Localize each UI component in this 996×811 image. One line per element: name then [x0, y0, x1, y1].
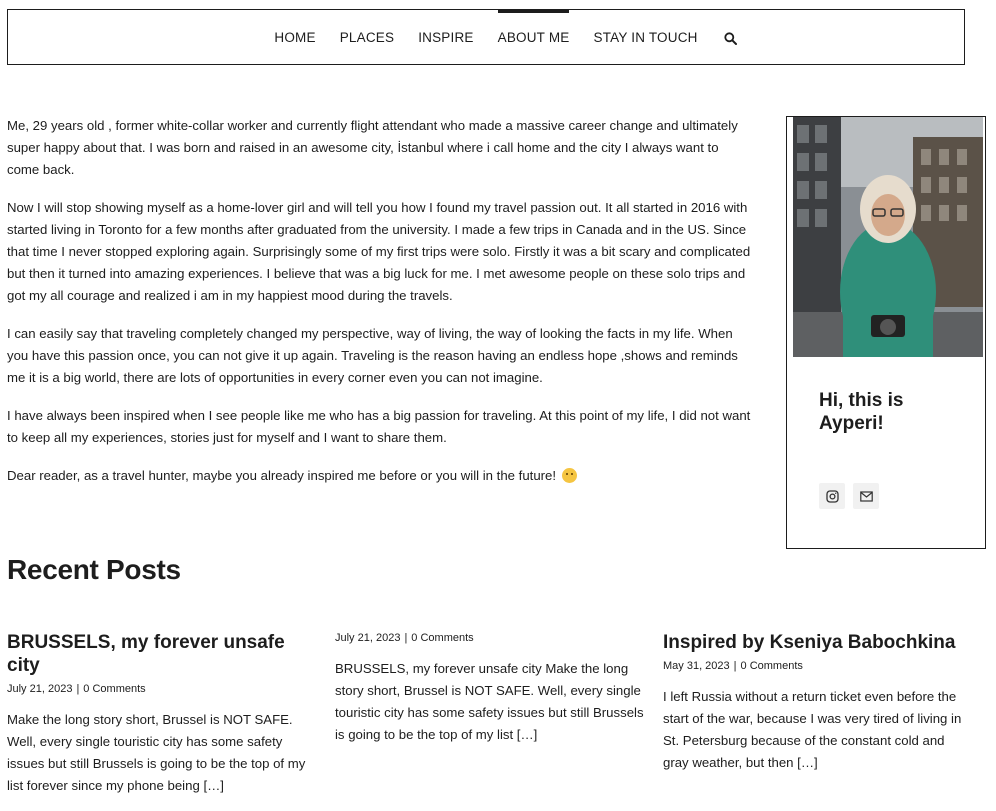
post-excerpt: BRUSSELS, my forever unsafe city Make the long story short, Brussel is NOT SAFE. Well, every single touristic city has some safety issues but still Brussels is going to be the top of my list […] [335, 661, 644, 742]
meta-separator: | [76, 683, 80, 695]
post-meta [335, 630, 645, 646]
recent-posts-heading: Recent Posts [7, 554, 181, 585]
meta-separator: | [404, 632, 408, 644]
post-date: July 21, 2023 [335, 632, 401, 644]
search-button[interactable] [724, 31, 738, 45]
instagram-icon [826, 490, 839, 503]
mail-icon [860, 491, 873, 502]
meta-separator: | [733, 660, 737, 672]
post-excerpt: Make the long story short, Brussel is NOT SAFE. Well, every single touristic city has some safety issues but still Brussels is going to be the top of my list forever since my phone being […] [7, 712, 306, 793]
about-closing-text: Dear reader, as a travel hunter, maybe you already inspired me before or you will in the future! [7, 468, 557, 483]
nav-item-inspire[interactable]: INSPIRE [418, 30, 474, 45]
post-card [663, 631, 968, 774]
post-date: July 21, 2023 [7, 683, 73, 695]
about-paragraph-2: Now I will stop showing myself as a home-lover girl and will tell you how I found my travel passion out. It all started in 2016 with started living in Toronto for a few months after graduated from the university. I made a few trips in Canada and in the US. Since that time I never stopped exploring again. Surprisingly some of my first trips were solo. Firstly it was a bit scary and complicated but then it turned into amazing experiences. I believe that was a big luck for me. I met awesome people on these solo trips and got my all courage and realized i am in my happiest mood during the travels. [7, 200, 751, 303]
post-excerpt: I left Russia without a return ticket even before the start of the war, because I was very tired of living in St. Petersburg because of the constant cold and gray weather, but then […] [663, 689, 962, 770]
post-title[interactable]: BRUSSELS, my forever unsafe city [7, 632, 285, 676]
mail-button[interactable] [853, 483, 879, 509]
about-paragraph-5 [7, 465, 752, 487]
post-title[interactable]: Inspired by Kseniya Babochkina [663, 632, 956, 653]
author-photo [793, 117, 983, 357]
about-content [7, 115, 752, 503]
about-paragraph-3: I can easily say that traveling completely changed my perspective, way of living, the way of looking the facts in my life. When you have this passion once, you can not give it up again. Traveling is the reason having an endless hope ,shows and reminds me it is a big world, there are lots of opportunities in every corner even you can not imagine. [7, 326, 738, 385]
post-meta [7, 681, 317, 697]
post-comments-link[interactable]: 0 Comments [740, 660, 803, 672]
about-paragraph-4: I have always been inspired when I see people like me who has a big passion for traveling. At this point of my life, I did not want to keep all my experiences, stories just for myself and I want to share them. [7, 408, 751, 445]
sidebar-title: Hi, this is Ayperi! [819, 390, 904, 434]
instagram-button[interactable] [819, 483, 845, 509]
post-comments-link[interactable]: 0 Comments [411, 632, 474, 644]
slightly-smiling-face-icon [562, 468, 577, 483]
social-links [819, 483, 879, 509]
search-icon [724, 32, 737, 45]
nav-item-home[interactable]: HOME [274, 30, 316, 45]
post-date: May 31, 2023 [663, 660, 730, 672]
main-navigation [7, 9, 965, 65]
about-paragraph-1: Me, 29 years old , former white-collar worker and currently flight attendant who made a massive career change and ultimately super happy about that. I was born and raised in an awesome city, İstanbul where i call home and the city I always want to come back. [7, 118, 738, 177]
nav-item-stay-in-touch[interactable]: STAY IN TOUCH [593, 30, 698, 45]
nav-menu [8, 10, 964, 66]
nav-item-about-me[interactable]: ABOUT ME [498, 10, 570, 66]
post-card [335, 630, 645, 746]
post-comments-link[interactable]: 0 Comments [83, 683, 146, 695]
nav-item-places[interactable]: PLACES [339, 30, 395, 45]
author-sidebar [786, 116, 986, 549]
post-card [7, 631, 317, 797]
post-meta [663, 658, 968, 674]
